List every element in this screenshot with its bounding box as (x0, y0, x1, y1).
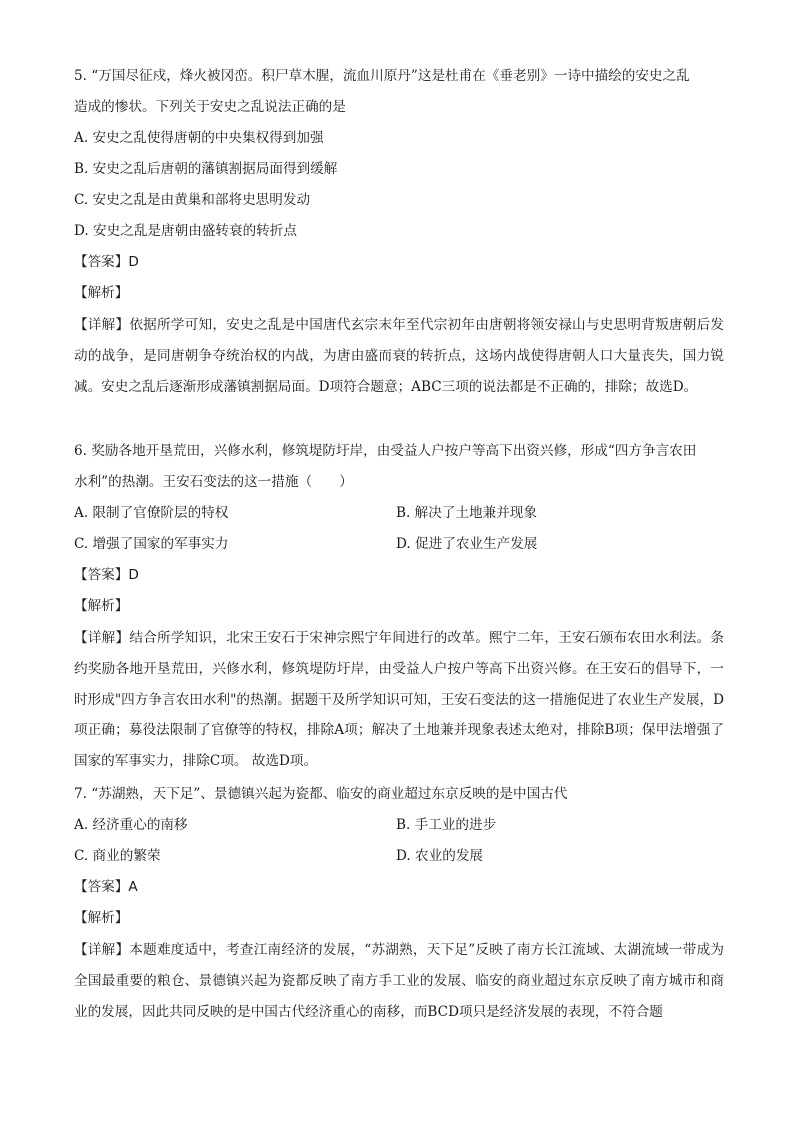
q6-stem-line1: 6. 奖励各地开垦荒田，兴修水利，修筑堤防圩岸，由受益人户按户等高下出资兴修，形成“四方争言农田 (74, 443, 697, 459)
q7-option-a: A. 经济重心的南移 (74, 817, 188, 833)
q6-detail: 【详解】结合所学知识，北宋王安石于宋神宗熙宁年间进行的改革。熙宁二年，王安石颁布农田水利法。条约奖励各地开垦荒田，兴修水利，修筑堤防圩岸，由受益人户按户等高下出资兴修。在王安石的倡导下，一时形成"四方争言农田水利"的热潮。据题干及所学知识可知，王安石变法的这一措施促进了农业生产发展，D项正确；募役法限制了官僚等的特权，排除A项；解决了土地兼并现象表述太绝对，排除B项；保甲法增强了国家的军事实力，排除C项。 故选D项。 (74, 630, 724, 770)
q5-option-c: C. 安史之乱是由黄巢和部将史思明发动 (74, 192, 311, 208)
q5-detail: 【详解】依据所学可知，安史之乱是中国唐代玄宗末年至代宗初年由唐朝将领安禄山与史思明背叛唐朝后发动的战争，是同唐朝争夺统治权的内战，为唐由盛而衰的转折点，这场内战使得唐朝人口大量丧失，国力锐减。安史之乱后逐渐形成藩镇割据局面。D项符合题意；ABC三项的说法都是不正确的，排除；故选D。 (74, 317, 724, 395)
q7-analysis-label: 【解析】 (74, 910, 129, 926)
q6-option-b: B. 解决了土地兼并现象 (396, 505, 537, 521)
q6-option-a: A. 限制了官僚阶层的特权 (74, 505, 229, 521)
q7-answer: 【答案】A (74, 879, 138, 895)
q5-stem-line1: 5. “万国尽征戍，烽火被冈峦。积尸草木腥，流血川原丹”这是杜甫在《垂老别》一诗中描绘的安史之乱 (74, 68, 690, 84)
q6-stem-line2: 水利”的热潮。王安石变法的这一措施（ ） (74, 474, 353, 490)
q6-analysis-label: 【解析】 (74, 598, 129, 614)
q6-option-c: C. 增强了国家的军事实力 (74, 536, 229, 552)
q7-detail: 【详解】本题难度适中，考查江南经济的发展，“苏湖熟，天下足”反映了南方长江流域、太湖流域一带成为全国最重要的粮仓、景德镇兴起为瓷都反映了南方手工业的发展、临安的商业超过东京反映了南方城市和商业的发展，因此共同反映的是中国古代经济重心的南移，而BCD项只是经济发展的表现，不符合题 (74, 942, 724, 1020)
q7-stem: 7. “苏湖熟，天下足”、景德镇兴起为瓷都、临安的商业超过东京反映的是中国古代 (74, 786, 568, 802)
q6-option-d: D. 促进了农业生产发展 (396, 536, 538, 552)
q7-option-c: C. 商业的繁荣 (74, 848, 161, 864)
q7-option-d: D. 农业的发展 (396, 848, 484, 864)
q7-option-b: B. 手工业的进步 (396, 817, 497, 833)
q6-answer: 【答案】D (74, 567, 139, 583)
q5-option-d: D. 安史之乱是唐朝由盛转衰的转折点 (74, 223, 297, 239)
q5-option-b: B. 安史之乱后唐朝的藩镇割据局面得到缓解 (74, 161, 338, 177)
q5-option-a: A. 安史之乱使得唐朝的中央集权得到加强 (74, 130, 324, 146)
q5-analysis-label: 【解析】 (74, 285, 129, 301)
q5-stem-line2: 造成的惨状。下列关于安史之乱说法正确的是 (74, 99, 346, 115)
q5-answer: 【答案】D (74, 254, 139, 270)
